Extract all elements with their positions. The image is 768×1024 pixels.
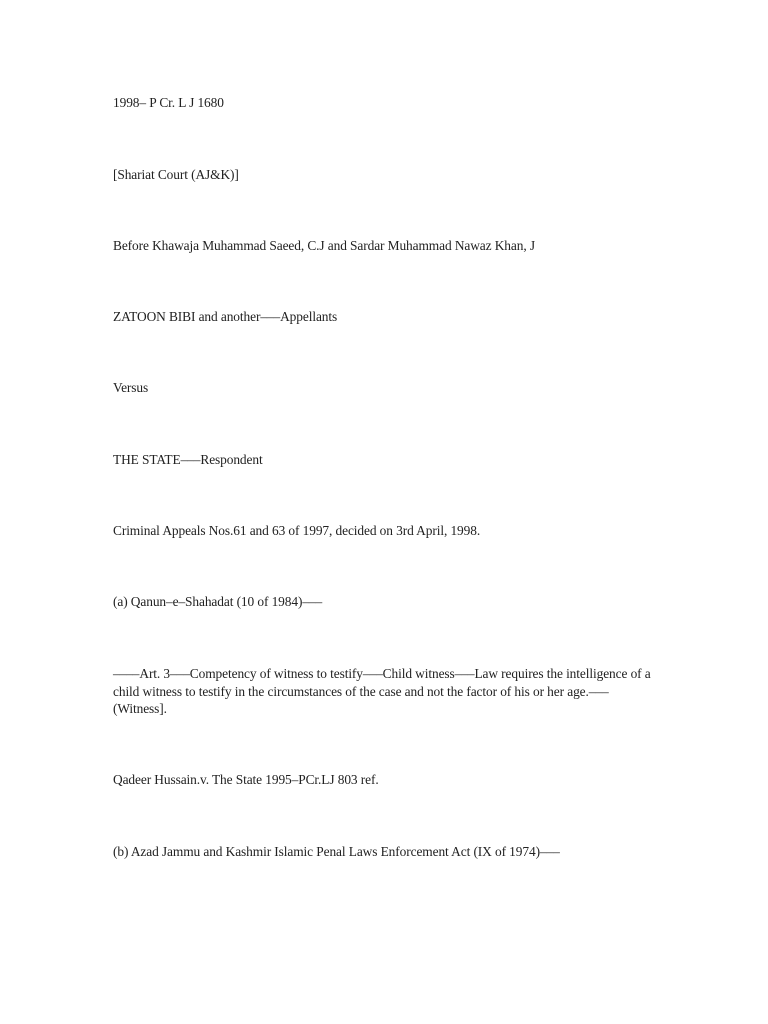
heading-b: (b) Azad Jammu and Kashmir Islamic Penal Laws Enforcement Act (IX of 1974)––– xyxy=(113,844,560,859)
citation: 1998– P Cr. L J 1680 xyxy=(113,95,224,110)
appellants: ZATOON BIBI and another–––Appellants xyxy=(113,309,338,324)
heading-a: (a) Qanun–e–Shahadat (10 of 1984)––– xyxy=(113,594,323,609)
respondent: THE STATE–––Respondent xyxy=(113,452,263,467)
reference-a: Qadeer Hussain.v. The State 1995–PCr.LJ 803 ref. xyxy=(113,772,379,787)
bench: Before Khawaja Muhammad Saeed, C.J and Sardar Muhammad Nawaz Khan, J xyxy=(113,238,535,253)
court-name: [Shariat Court (AJ&K)] xyxy=(113,167,239,182)
versus: Versus xyxy=(113,380,149,395)
note-a: ––––Art. 3–––Competency of witness to testify–––Child witness–––Law requires the intelligence of a child witness to testify in the circumstances of the case and not the factor of his or her age.–––(Witness]. xyxy=(113,666,651,716)
case-info: Criminal Appeals Nos.61 and 63 of 1997, decided on 3rd April, 1998. xyxy=(113,523,481,538)
